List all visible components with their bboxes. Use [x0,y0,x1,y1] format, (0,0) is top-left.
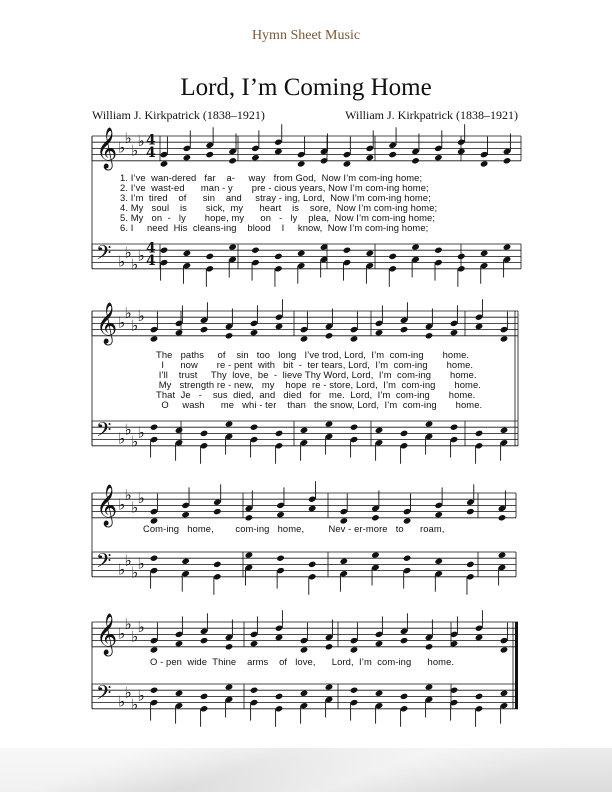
lyric-line: 1. I’ve wan-dered far a- way from God, Now I’m com-ing home; [120,172,423,183]
notehead [275,693,284,700]
notehead [325,683,334,690]
notehead [475,430,484,437]
bass-clef-icon: 𝄢 [96,418,112,447]
notehead [275,634,284,641]
notehead [205,253,214,260]
notehead [245,514,254,521]
bass-clef-icon: 𝄢 [96,549,112,578]
flat-sign-icon: ♭ [118,138,126,157]
notehead [181,558,190,565]
notehead [375,329,384,336]
notehead [340,558,349,565]
notehead [466,561,475,568]
lyric-line: O wash me whi - ter than the snow, Lord, I’m com-ing home. [156,399,483,410]
notehead [503,243,512,250]
notehead [425,420,434,427]
notehead [183,250,192,257]
flat-sign-icon: ♭ [118,624,126,643]
bass-clef-icon: 𝄢 [96,241,112,270]
notehead [411,157,420,164]
flat-sign-icon: ♭ [124,304,132,323]
notehead [325,420,334,427]
notehead [228,243,237,250]
notehead [251,154,260,161]
treble-clef-icon: 𝄞 [96,614,118,656]
flat-sign-icon: ♭ [124,243,132,262]
notehead [400,326,409,333]
notehead [251,247,260,254]
flat-sign-icon: ♭ [124,551,132,570]
hymn-title: Lord, I’m Coming Home [180,74,432,101]
notehead [297,250,306,257]
notehead [403,555,412,562]
notehead [350,424,359,431]
notehead [250,329,259,336]
notehead [200,326,209,333]
flat-sign-icon: ♭ [137,489,145,508]
notehead [308,505,317,512]
flat-sign-icon: ♭ [118,313,126,332]
lyric-line: 4. My soul is sick, my heart is sore, Now I’m com-ing home; [120,202,438,213]
flat-sign-icon: ♭ [131,316,139,335]
flat-sign-icon: ♭ [131,498,139,517]
flat-sign-icon: ♭ [137,686,145,705]
notehead [400,693,409,700]
notehead [175,427,184,434]
notehead [225,683,234,690]
notehead [183,154,192,161]
notehead [325,643,334,650]
lyric-line: 3. I’m tired of sin and stray - ing, Lord, Now I’m com-ing home; [120,192,431,203]
notehead [181,511,190,518]
words-credit: William J. Kirkpatrick (1838–1921) [92,108,265,122]
flat-sign-icon: ♭ [131,141,139,160]
bass-clef-icon: 𝄢 [96,681,112,710]
flat-sign-icon: ♭ [124,615,132,634]
notehead [400,430,409,437]
notehead [308,561,317,568]
notehead [500,427,509,434]
notehead [343,160,352,167]
notehead [350,335,359,342]
flat-sign-icon: ♭ [118,692,126,711]
notehead [350,646,359,653]
notehead [160,247,169,254]
flat-sign-icon: ♭ [137,554,145,573]
notehead [500,690,509,697]
notehead [275,323,284,330]
notehead [425,683,434,690]
notehead [375,427,384,434]
lyric-line: The paths of sin too long I’ve trod, Lord, I’m com-ing home. [156,349,470,360]
notehead [200,430,209,437]
notehead [205,151,214,158]
notehead [276,555,285,562]
flat-sign-icon: ♭ [124,486,132,505]
flat-sign-icon: ♭ [124,683,132,702]
notehead [175,690,184,697]
notehead [425,643,434,650]
flat-sign-icon: ♭ [118,495,126,514]
lyric-line: My strength re - new, my hope re - store, Lord, I’m com-ing home. [156,379,481,390]
notehead [175,640,184,647]
time-signature-bottom: 4 [146,252,156,269]
notehead [388,253,397,260]
notehead [371,551,380,558]
treble-clef-icon: 𝄞 [96,303,118,345]
notehead [366,154,375,161]
notehead [274,253,283,260]
flat-sign-icon: ♭ [137,246,145,265]
notehead [411,243,420,250]
notehead [457,253,466,260]
notehead [366,250,375,257]
notehead [250,687,259,694]
flat-sign-icon: ♭ [124,129,132,148]
notehead [150,424,159,431]
notehead [450,424,459,431]
notehead [500,335,509,342]
lyric-line: That Je - sus died, and died for me. Lord, I’m com-ing home. [156,389,476,400]
flat-sign-icon: ♭ [118,560,126,579]
lyric-line: 5. My on - ly hope, my on - ly plea, Now I’m com-ing home; [120,212,436,223]
treble-clef-icon: 𝄞 [96,485,118,527]
notehead [480,250,489,257]
flat-sign-icon: ♭ [124,420,132,439]
notehead [300,646,309,653]
music-credit: William J. Kirkpatrick (1838–1921) [345,108,518,122]
flat-sign-icon: ♭ [137,307,145,326]
notehead [300,690,309,697]
flat-sign-icon: ♭ [131,695,139,714]
notehead [498,514,507,521]
time-signature-top: 4 [146,132,156,149]
notehead [425,332,434,339]
notehead [275,430,284,437]
time-signature-top: 4 [146,240,156,257]
treble-clef-icon: 𝄞 [96,128,118,170]
notehead [325,332,334,339]
notehead [274,148,283,155]
flat-sign-icon: ♭ [131,627,139,646]
notehead [375,640,384,647]
flat-sign-icon: ♭ [131,432,139,451]
notehead [457,148,466,155]
notehead [450,329,459,336]
notehead [160,160,169,167]
notehead [213,508,222,515]
notehead [300,427,309,434]
notehead [250,640,259,647]
flat-sign-icon: ♭ [137,618,145,637]
notehead [300,335,309,342]
notehead [228,157,237,164]
flat-sign-icon: ♭ [131,563,139,582]
notehead [434,247,443,254]
lyric-line: 6. I need His cleans-ing blood I know, Now I’m com-ing home; [120,222,429,233]
notehead [503,157,512,164]
notehead [150,555,159,562]
refrain-lyrics-system-3: Com-ing home, com-ing home, Nev - er-more to roam, [143,523,445,534]
notehead [225,420,234,427]
notehead [213,561,222,568]
flat-sign-icon: ♭ [137,132,145,151]
notehead [297,160,306,167]
notehead [475,693,484,700]
notehead [466,508,475,515]
notehead [245,551,254,558]
notehead [150,646,159,653]
notehead [475,634,484,641]
notehead [400,637,409,644]
notehead [475,323,484,330]
notehead [371,514,380,521]
notehead [434,154,443,161]
notehead [434,511,443,518]
notehead [434,558,443,565]
notehead [225,643,234,650]
notehead [276,511,285,518]
notehead [388,151,397,158]
notehead [500,646,509,653]
flat-sign-icon: ♭ [118,252,126,271]
site-header: Hymn Sheet Music [251,28,361,43]
notehead [200,637,209,644]
notehead [175,329,184,336]
notehead [250,424,259,431]
notehead [343,247,352,254]
lyric-line: I’ll trust Thy love, be - lieve Thy Word, Lord, I’m com-ing home. [156,369,477,380]
flat-sign-icon: ♭ [118,429,126,448]
notehead [200,693,209,700]
notehead [480,160,489,167]
notehead [225,332,234,339]
notehead [150,687,159,694]
notehead [150,335,159,342]
lyric-line: 2. I’ve wast-ed man - y pre - cious years, Now I’m com-ing home; [120,182,429,193]
footer-band [0,748,612,792]
flat-sign-icon: ♭ [131,255,139,274]
time-signature-bottom: 4 [146,144,156,161]
notehead [498,551,507,558]
lyric-line: I now re - pent with bit - ter tears, Lord, I’m com-ing home. [156,359,474,370]
flat-sign-icon: ♭ [137,423,145,442]
notehead [350,687,359,694]
notehead [375,690,384,697]
refrain-lyrics-system-4: O - pen wide Thine arms of love, Lord, I’m com-ing home. [150,656,455,667]
